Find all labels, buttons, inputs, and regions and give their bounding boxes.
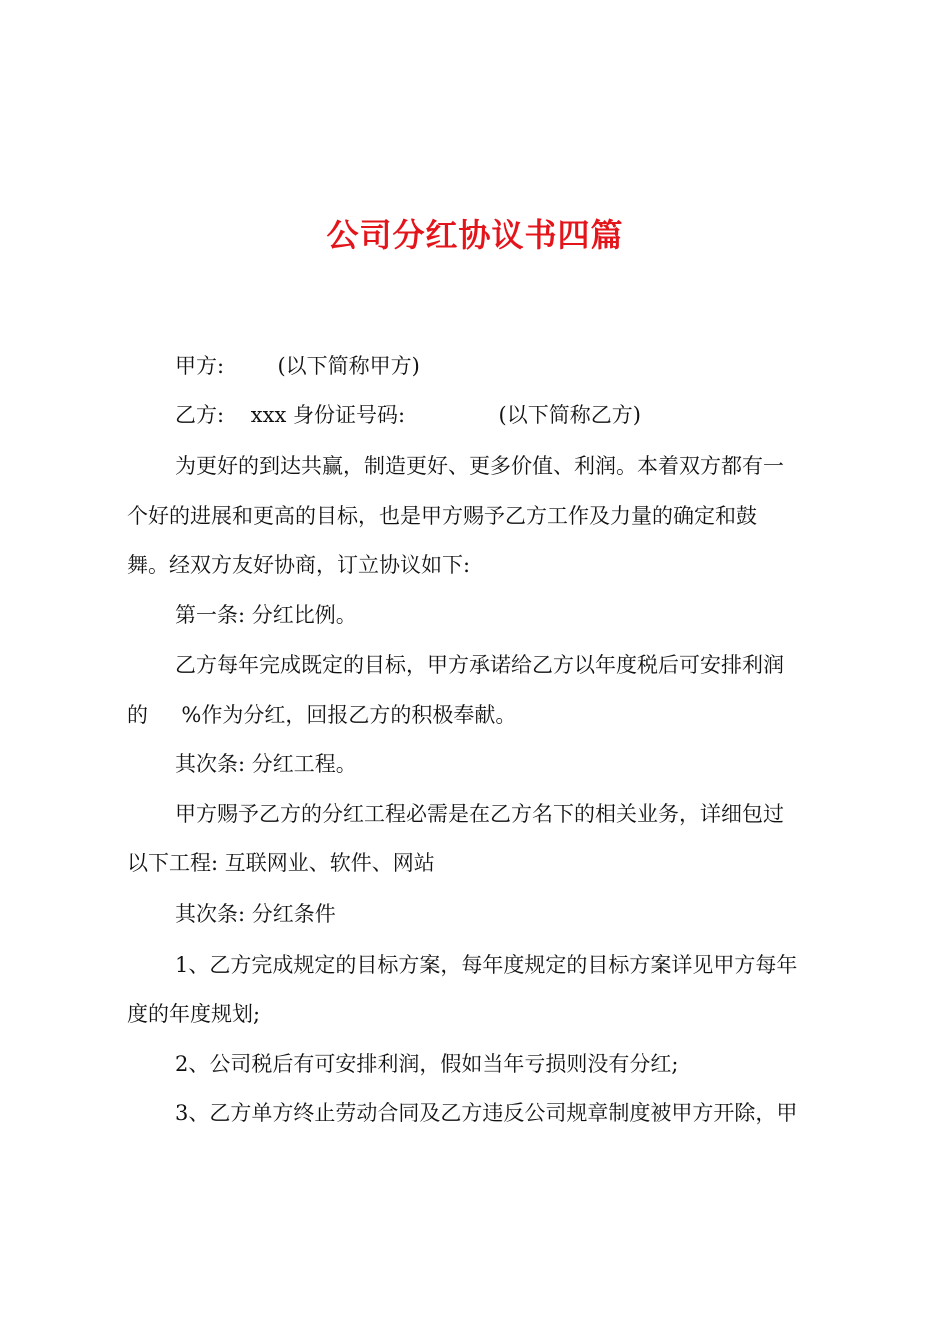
condition-1-line-2: 度的年度规划; <box>127 1002 261 1026</box>
document-title: 公司分红协议书四篇 <box>326 216 624 254</box>
article-2-line-1: 甲方赐予乙方的分红工程必需是在乙方名下的相关业务，详细包过 <box>175 802 784 826</box>
preamble-line-3: 舞。经双方友好协商，订立协议如下: <box>127 553 471 577</box>
article-2-line-2: 以下工程: 互联网业、软件、网站 <box>127 851 435 875</box>
condition-3-line: 3、乙方单方终止劳动合同及乙方违反公司规章制度被甲方开除，甲 <box>175 1101 798 1125</box>
condition-2-line: 2、公司税后有可安排利润，假如当年亏损则没有分红; <box>175 1052 679 1076</box>
article-2-heading: 其次条: 分红工程。 <box>175 752 357 776</box>
party-a-line: 甲方: (以下简称甲方) <box>175 354 420 378</box>
condition-1-line-1: 1、乙方完成规定的目标方案，每年度规定的目标方案详见甲方每年 <box>175 953 798 977</box>
preamble-line-1: 为更好的到达共赢，制造更好、更多价值、利润。本着双方都有一 <box>175 454 784 478</box>
preamble-line-2: 个好的进展和更高的目标，也是甲方赐予乙方工作及力量的确定和鼓 <box>127 504 757 528</box>
party-b-line: 乙方: xxx 身份证号码: (以下简称乙方) <box>175 403 641 427</box>
article-1-line-2: 的 %作为分红，回报乙方的积极奉献。 <box>127 703 517 727</box>
article-1-line-1: 乙方每年完成既定的目标，甲方承诺给乙方以年度税后可安排利润 <box>175 653 784 677</box>
article-1-heading: 第一条: 分红比例。 <box>175 603 357 627</box>
article-3-heading: 其次条: 分红条件 <box>175 902 336 926</box>
